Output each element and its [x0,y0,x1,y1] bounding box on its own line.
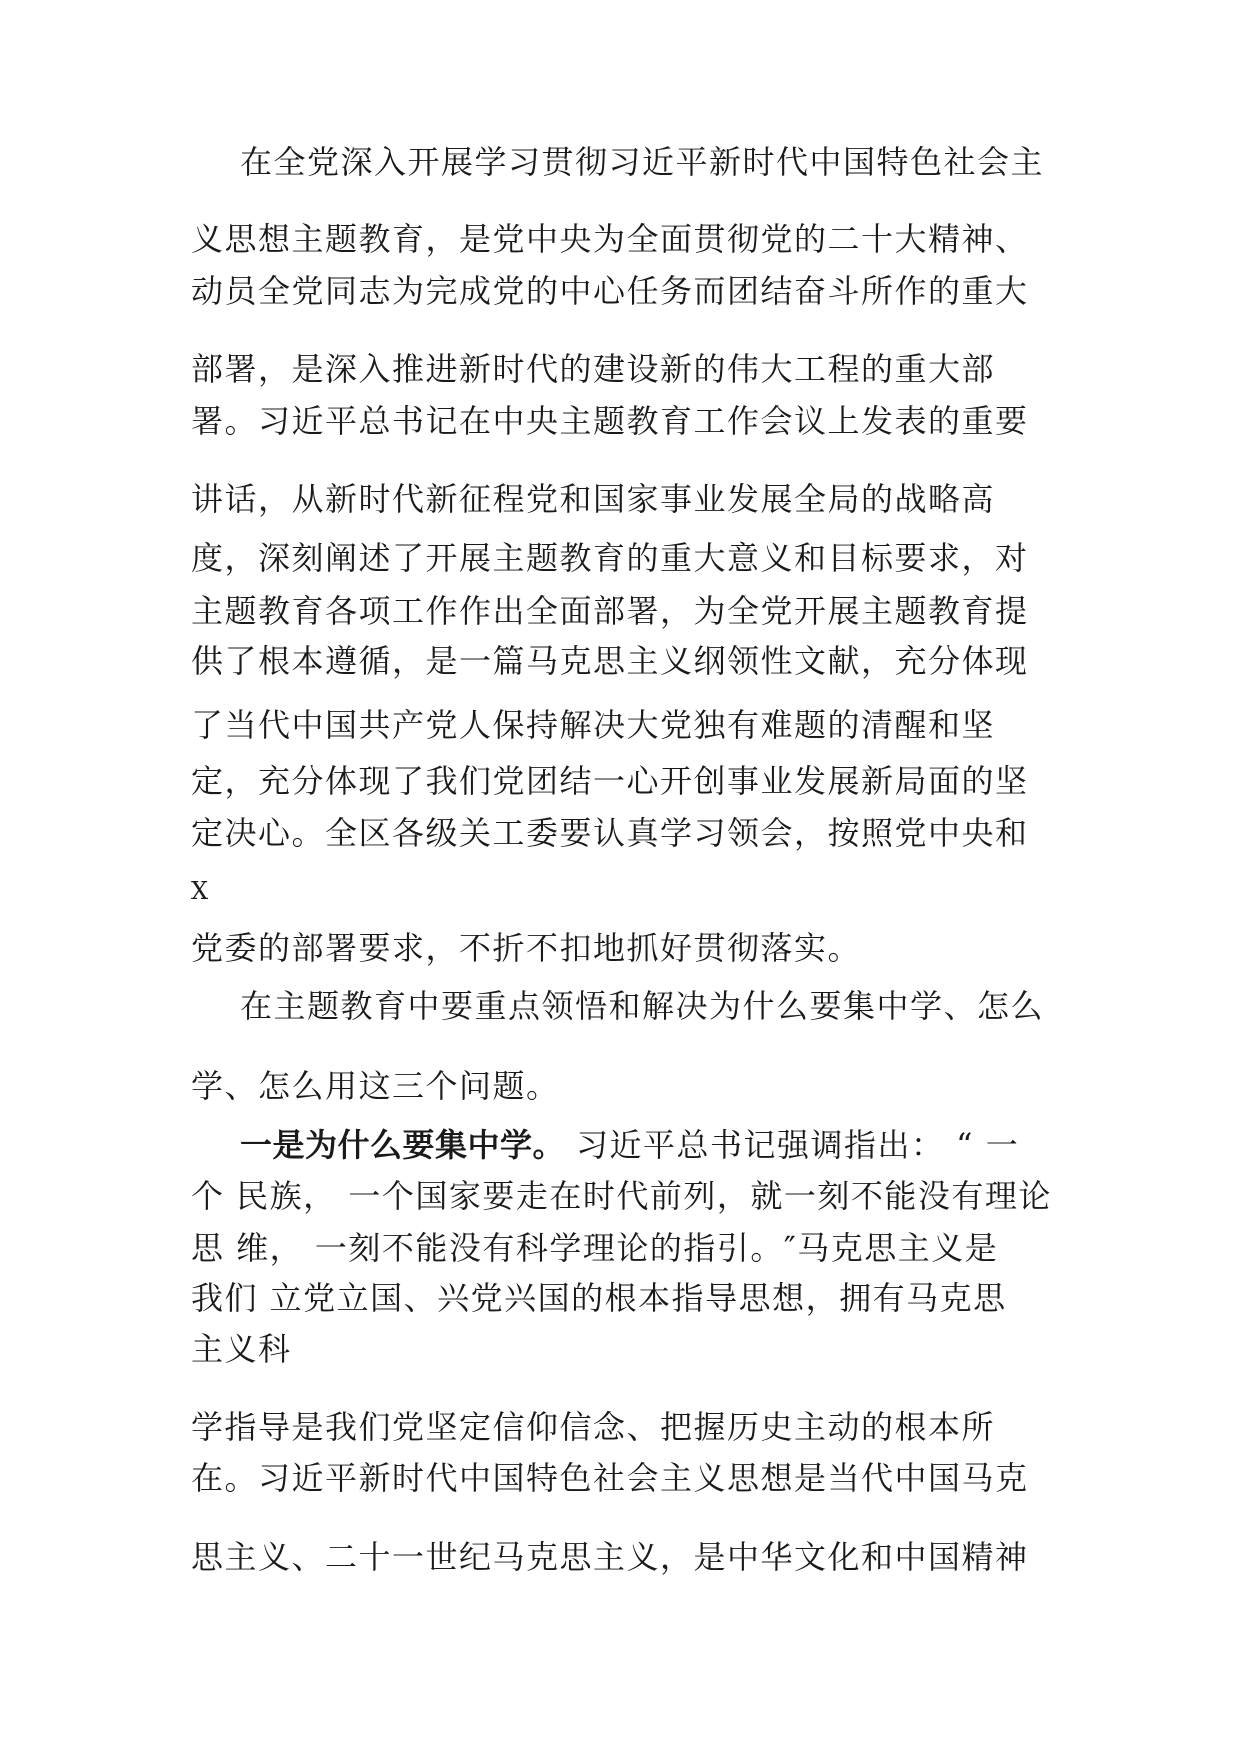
paragraph-1-line-10: 了当代中国共产党人保持解决大党独有难题的清醒和坚 [191,706,996,744]
paragraph-1-line-1: 在全党深入开展学习贯彻习近平新时代中国特色社会主 [240,143,1045,181]
paragraph-1-line-12: 定决心。全区各级关工委要认真学习领会，按照党中央和 [191,814,1029,852]
paragraph-1-line-8: 主题教育各项工作作出全面部署，为全党开展主题教育提 [191,592,1029,630]
paragraph-1-line-3: 动员全党同志为完成党的中心任务而团结奋斗所作的重大 [191,272,1029,310]
paragraph-3-line-7: 在。习近平新时代中国特色社会主义思想是当代中国马克 [191,1459,1029,1497]
paragraph-1-line-6: 讲话，从新时代新征程党和国家事业发展全局的战略高 [191,480,996,518]
paragraph-3-line-1: 习近平总书记强调指出： “ 一 [576,1126,1020,1164]
paragraph-3-line-8: 思主义、二十一世纪马克思主义，是中华文化和中国精神 [191,1538,1029,1576]
paragraph-1-line-7: 度，深刻阐述了开展主题教育的重大意义和目标要求，对 [191,539,1029,577]
paragraph-3-line-6: 学指导是我们党坚定信仰信念、把握历史主动的根本所 [191,1408,996,1446]
paragraph-3-line-3: 思 维， 一刻不能没有科学理论的指引。″马克思主义是 [191,1229,999,1267]
paragraph-2-line-2: 学、怎么用这三个问题。 [191,1067,560,1105]
paragraph-1-line-5: 署。习近平总书记在中央主题教育工作会议上发表的重要 [191,402,1029,440]
paragraph-3-heading: 一是为什么要集中学。 [240,1126,566,1164]
paragraph-2-line-1: 在主题教育中要重点领悟和解决为什么要集中学、怎么 [240,987,1045,1025]
paragraph-1-line-13: 党委的部署要求，不折不扣地抓好贯彻落实。 [191,929,862,967]
paragraph-1-line-2: 义思想主题教育，是党中央为全面贯彻党的二十大精神、 [191,220,1029,258]
paragraph-3-line-4: 我们 立党立国、兴党兴国的根本指导思想，拥有马克思 [191,1279,1007,1317]
paragraph-3-line-5: 主义科 [191,1330,292,1368]
paragraph-1-line-11: 定，充分体现了我们党团结一心开创事业发展新局面的坚 [191,762,1029,800]
paragraph-1-line-4: 部署，是深入推进新时代的建设新的伟大工程的重大部 [191,350,996,388]
paragraph-1-line-9: 供了根本遵循，是一篇马克思主义纲领性文献，充分体现 [191,642,1029,680]
paragraph-3-line-2: 个 民族， 一个国家要走在时代前列，就一刻不能没有理论 [191,1177,1052,1215]
paragraph-1-stray-mark: X [191,877,210,905]
